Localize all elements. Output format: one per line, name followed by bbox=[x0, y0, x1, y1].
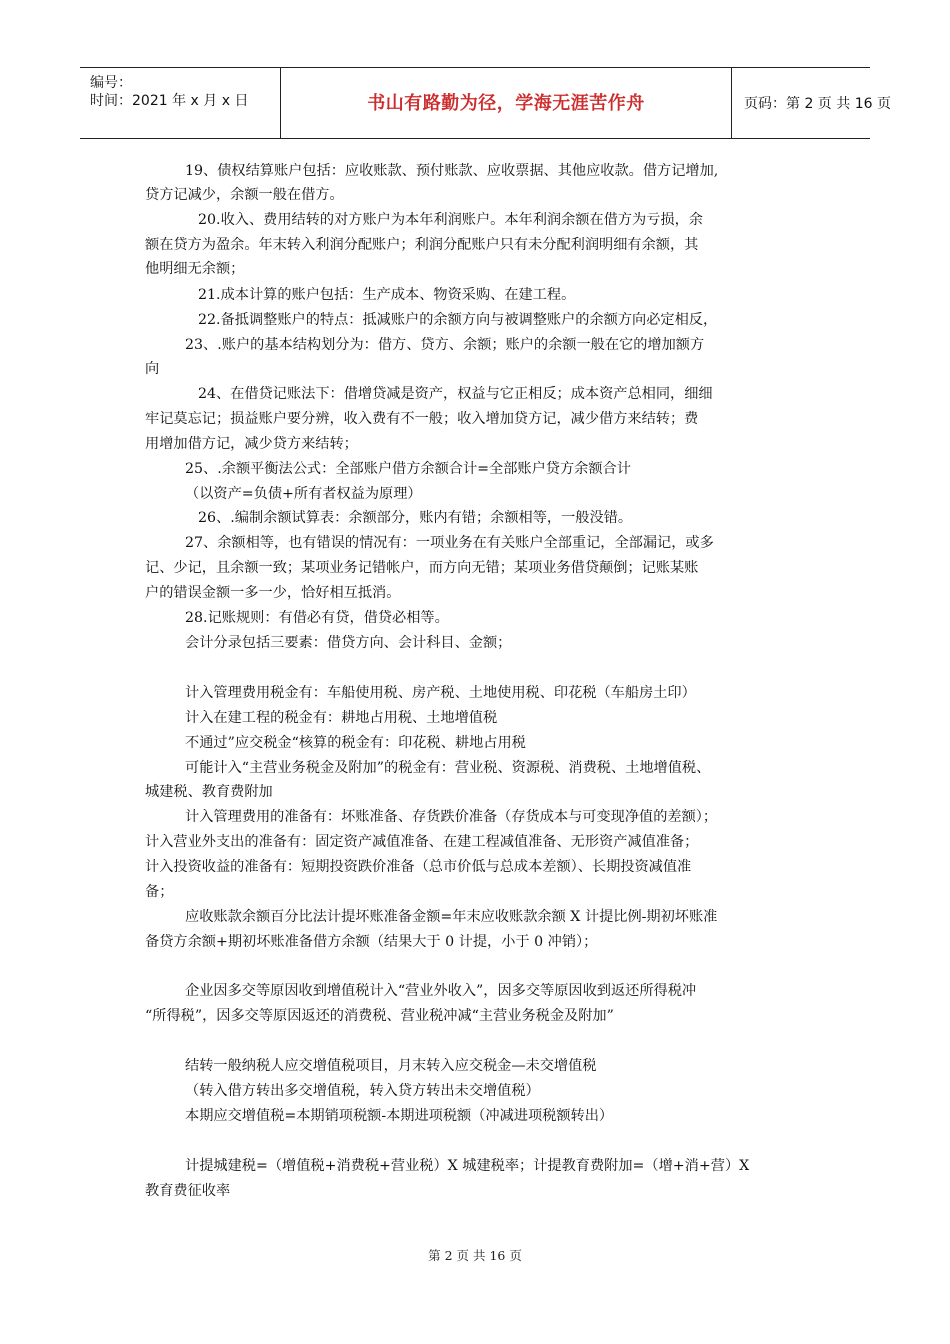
body-line: 用增加借方记，减少贷方来结转； bbox=[145, 436, 358, 452]
body-line: 记、少记，且余额一致；某项业务记错帐户，而方向无错；某项业务借贷颠倒；记账某账 bbox=[145, 560, 699, 576]
body-line: （以资产=负债+所有者权益为原理） bbox=[185, 486, 422, 502]
page-footer: 第 2 页 共 16 页 bbox=[428, 1248, 522, 1263]
body-line: 本期应交增值税=本期销项税额-本期进项税额（冲减进项税额转出） bbox=[185, 1108, 614, 1124]
body-line: “所得税”，因多交等原因返还的消费税、营业税冲减“主营业务税金及附加” bbox=[145, 1008, 614, 1024]
body-line: 结转一般纳税人应交增值税项目，月末转入应交税金—未交增值税 bbox=[185, 1058, 597, 1074]
body-line: 21.成本计算的账户包括：生产成本、物资采购、在建工程。 bbox=[198, 287, 576, 303]
body-line: 23、.账户的基本结构划分为：借方、贷方、余额；账户的余额一般在它的增加额方 bbox=[185, 337, 705, 353]
header-motto: 书山有路勤为径，学海无涯苦作舟 bbox=[367, 93, 645, 114]
body-line: （转入借方转出多交增值税，转入贷方转出未交增值税） bbox=[185, 1083, 540, 1099]
body-line: 贷方记减少，余额一般在借方。 bbox=[145, 187, 344, 203]
body-line: 计入管理费用税金有：车船使用税、房产税、土地使用税、印花税（车船房土印） bbox=[185, 685, 696, 701]
body-line: 企业因多交等原因收到增值税计入“营业外收入”，因多交等原因收到返还所得税冲 bbox=[185, 983, 697, 999]
document-date: 时间：2021 年 x 月 x 日 bbox=[90, 93, 249, 109]
body-line: 22.备抵调整账户的特点：抵减账户的余额方向与被调整账户的余额方向必定相反， bbox=[198, 312, 718, 328]
body-line: 向 bbox=[145, 361, 160, 377]
body-line: 不通过”应交税金“核算的税金有：印花税、耕地占用税 bbox=[185, 735, 526, 751]
body-line: 26、.编制余额试算表：余额部分，账内有错；余额相等，一般没错。 bbox=[198, 510, 633, 526]
header-page-code: 页码：第 2 页 共 16 页 bbox=[744, 96, 891, 112]
body-line: 牢记莫忘记；损益账户要分辨，收入费有不一般；收入增加贷方记，减少借方来结转；费 bbox=[145, 411, 699, 427]
body-line: 备； bbox=[145, 884, 174, 900]
body-line: 可能计入“主营业务税金及附加”的税金有：营业税、资源税、消费税、土地增值税、 bbox=[185, 760, 711, 776]
document-number: 编号： bbox=[90, 75, 132, 91]
body-line: 他明细无余额； bbox=[145, 261, 245, 277]
body-line: 计入营业外支出的准备有：固定资产减值准备、在建工程减值准备、无形资产减值准备； bbox=[145, 834, 699, 850]
body-line: 计提城建税=（增值税+消费税+营业税）X 城建税率；计提教育费附加=（增+消+营）X bbox=[185, 1158, 750, 1174]
body-line: 24、在借贷记账法下：借增贷减是资产，权益与它正相反；成本资产总相同，细细 bbox=[198, 386, 713, 402]
body-line: 25、.余额平衡法公式：全部账户借方余额合计=全部账户贷方余额合计 bbox=[185, 461, 631, 477]
body-line: 户的错误金额一多一少，恰好相互抵消。 bbox=[145, 585, 401, 601]
document-header bbox=[80, 67, 891, 139]
body-line: 19、债权结算账户包括：应收账款、预付账款、应收票据、其他应收款。借方记增加, bbox=[185, 163, 719, 179]
body-line: 28.记账规则：有借必有贷，借贷必相等。 bbox=[185, 610, 449, 626]
body-line: 计入投资收益的准备有：短期投资跌价准备（总市价低与总成本差额）、长期投资减值准 bbox=[145, 859, 692, 875]
header-page-cell bbox=[732, 68, 891, 138]
body-line: 应收账款余额百分比法计提坏账准备金额=年末应收账款余额 X 计提比例-期初坏账准 bbox=[185, 909, 718, 925]
header-info-cell bbox=[80, 68, 281, 138]
body-line: 教育费征收率 bbox=[145, 1183, 231, 1199]
body-line: 27、余额相等，也有错误的情况有：一项业务在有关账户全部重记，全部漏记，或多 bbox=[185, 535, 714, 551]
body-line: 计入在建工程的税金有：耕地占用税、土地增值税 bbox=[185, 710, 498, 726]
body-line: 会计分录包括三要素：借贷方向、会计科目、金额； bbox=[185, 635, 512, 651]
body-line: 20.收入、费用结转的对方账户为本年利润账户。本年利润余额在借方为亏损，余 bbox=[198, 212, 703, 228]
body-line: 额在贷方为盈余。年末转入利润分配账户；利润分配账户只有未分配利润明细有余额，其 bbox=[145, 237, 699, 253]
header-motto-cell bbox=[281, 68, 732, 138]
body-line: 备贷方余额+期初坏账准备借方余额（结果大于 0 计提，小于 0 冲销）； bbox=[145, 934, 598, 950]
body-line: 城建税、教育费附加 bbox=[145, 784, 273, 800]
body-line: 计入管理费用的准备有：坏账准备、存货跌价准备（存货成本与可变现净值的差额）； bbox=[185, 809, 718, 825]
